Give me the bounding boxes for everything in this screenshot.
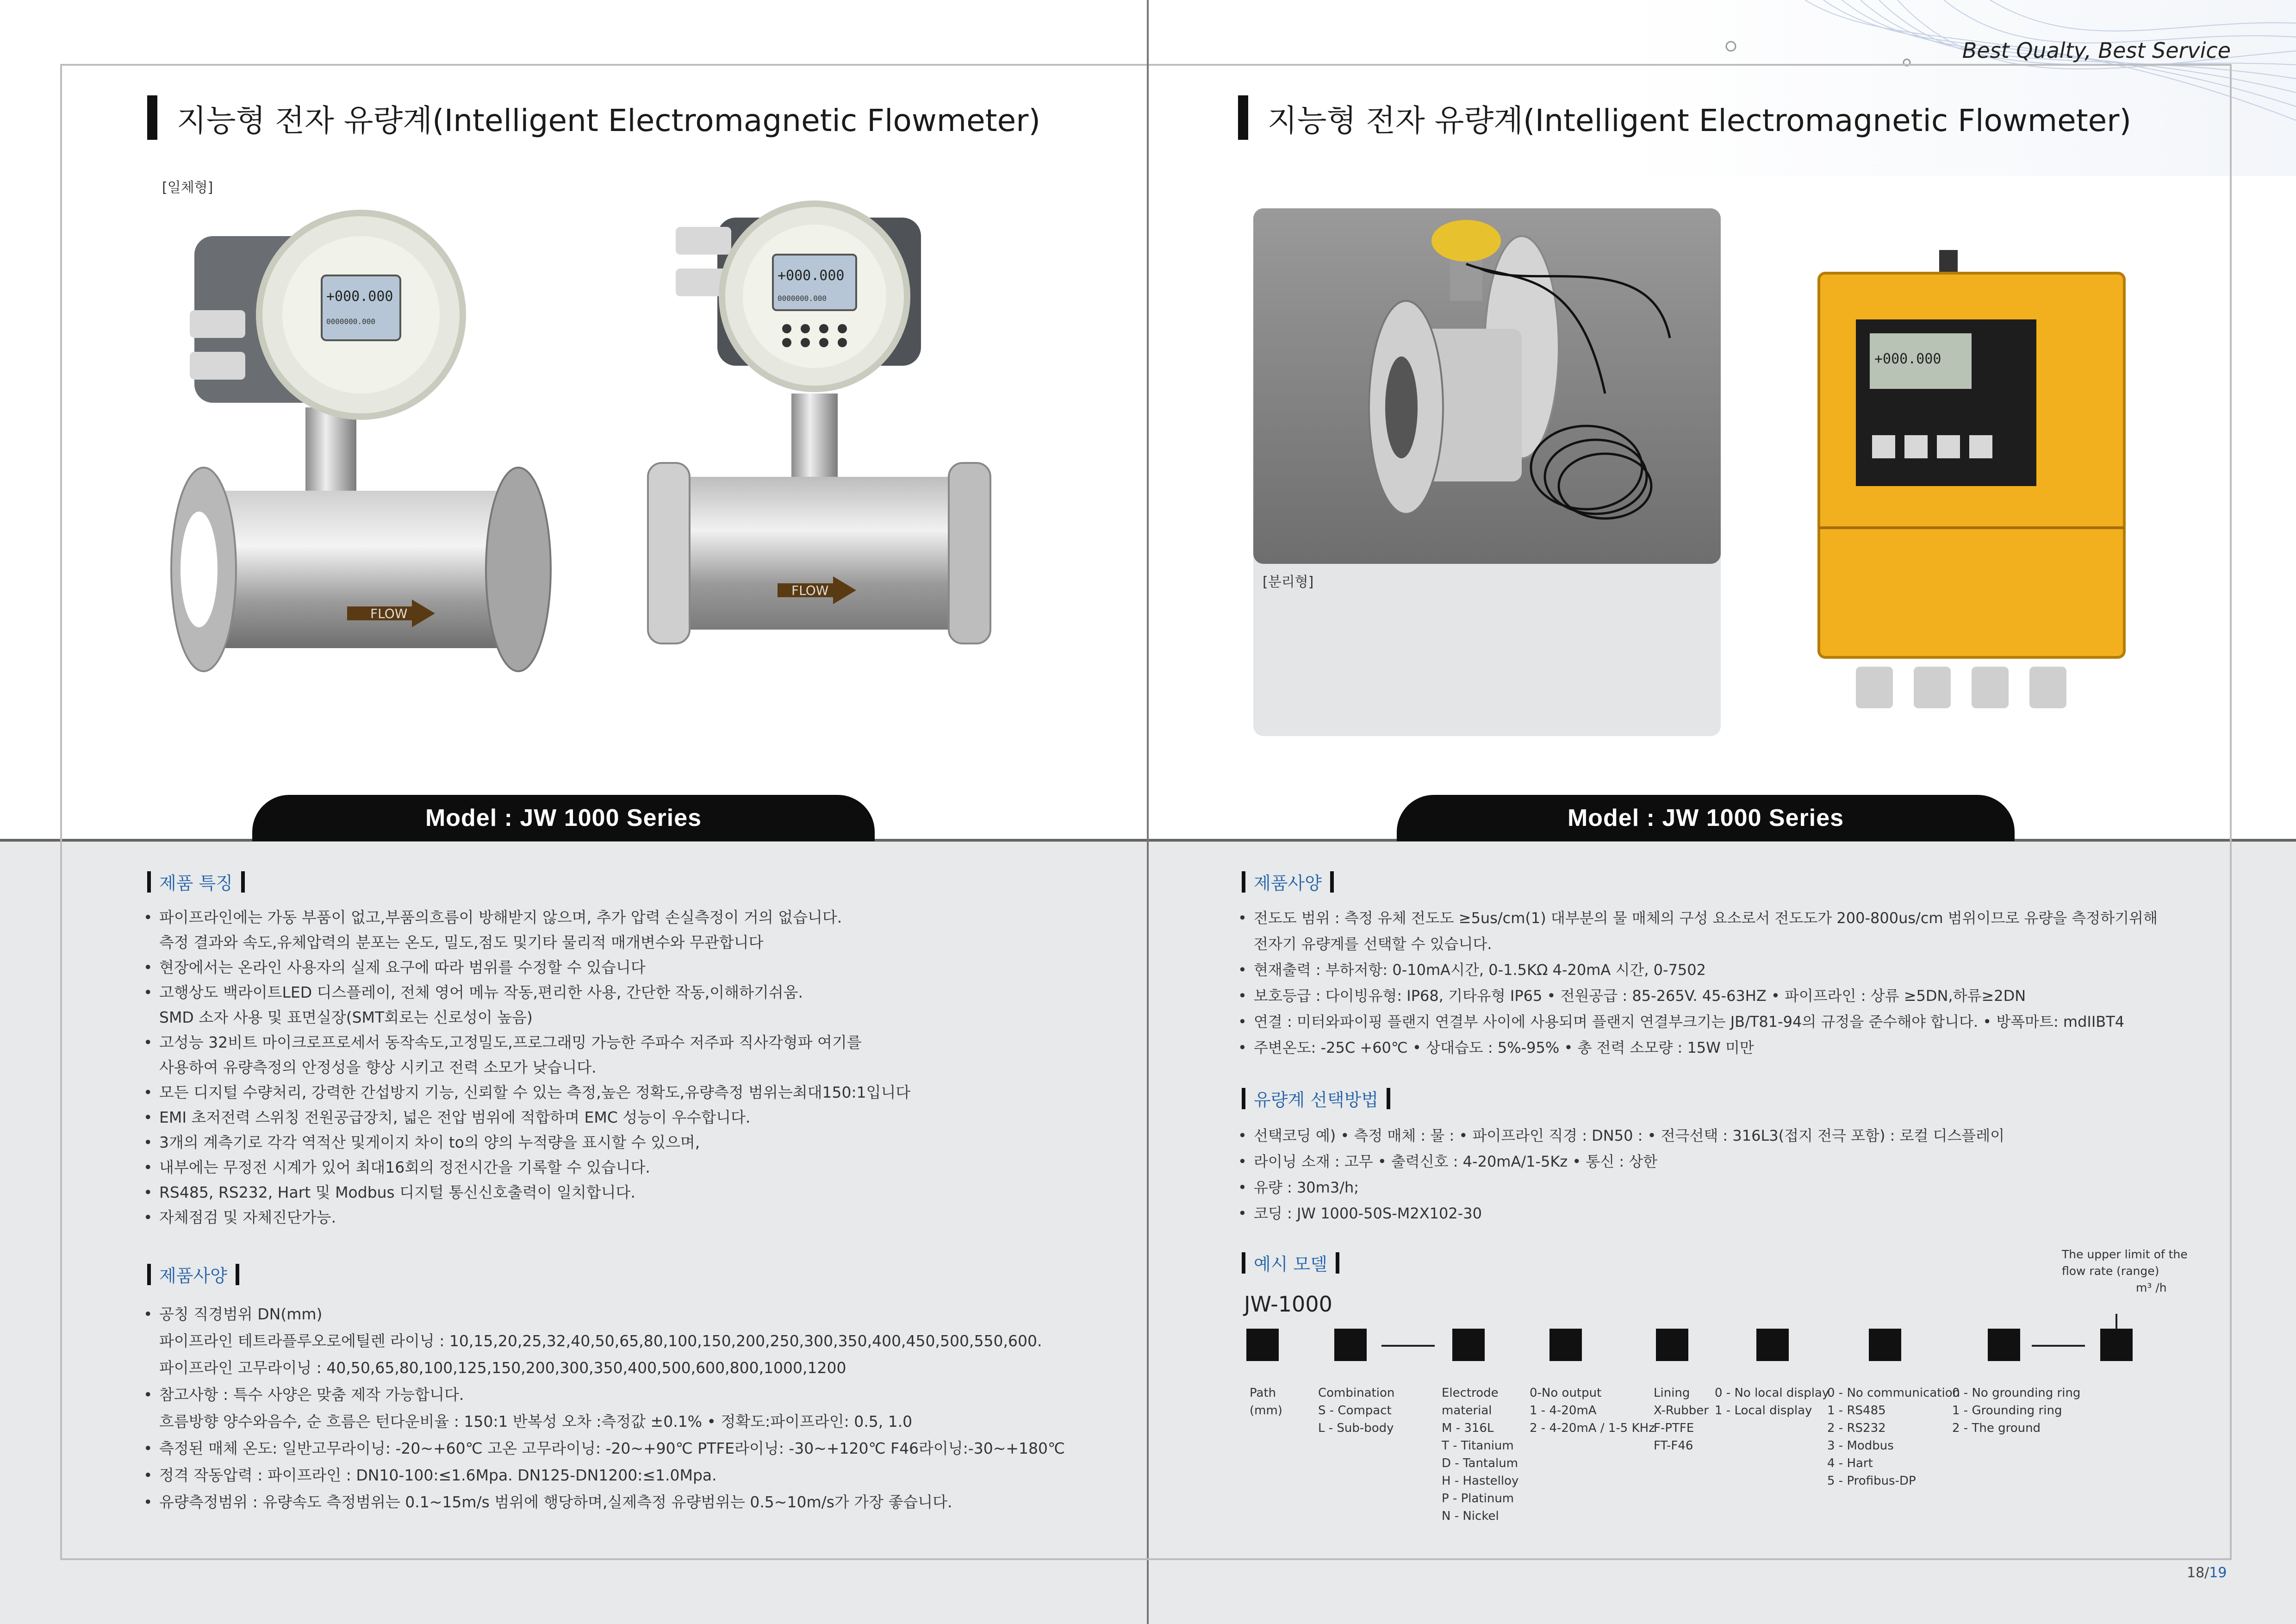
list-item: 파이프라인 테트라플루오로에틸렌 라이닝 : 10,15,20,25,32,40,50,65,80,100,150,200,250,300,350,400,450,500,550,600.: [159, 1332, 1042, 1350]
list-item: • 유량측정범위 : 유량속도 측정범위는 0.1~15m/s 범위에 행당하며,실제측정 유량범위는 0.5~10m/s가 가장 좋습니다.: [143, 1493, 952, 1511]
code-box-electrode: [1452, 1329, 1485, 1361]
list-item: • 파이프라인에는 가동 부품이 없고,부품의흐름이 방해받지 않으며, 추가 압력 손실측정이 거의 없습니다.: [143, 908, 842, 926]
list-item: • 자체점검 및 자체진단가능.: [143, 1208, 336, 1226]
left-page-title: [147, 95, 1040, 140]
left-specs-list: [143, 1301, 1134, 1516]
list-item: • EMI 초저전력 스위칭 전원공급장치, 넓은 전압 범위에 적합하며 EMC 성능이 우수합니다.: [143, 1108, 751, 1126]
features-list: [143, 905, 1134, 1230]
code-column-lining: Lining X-Rubber F-PTFE FT-F46: [1654, 1386, 1709, 1453]
title-bar: [147, 95, 157, 140]
code-box-path: [1246, 1329, 1279, 1361]
code-column-communication: 0 - No communication 1 - RS485 2 - RS232 3 - Modbus 4 - Hart 5 - Profibus-DP: [1827, 1386, 1960, 1488]
code-column-path: Path (mm): [1250, 1386, 1282, 1418]
page-fold: [1147, 0, 1149, 1624]
list-item: • 현장에서는 온라인 사용자의 실제 요구에 따라 범위를 수정할 수 있습니다: [143, 958, 646, 976]
code-box-upper-limit: [2100, 1329, 2133, 1361]
list-item: • 유량 : 30m3/h;: [1238, 1179, 1359, 1196]
list-item: • 고성능 32비트 마이크로프로세서 동작속도,고정밀도,프로그래밍 가능한 주파수 저주파 직사각형파 여기를: [143, 1033, 862, 1051]
code-dash: [1381, 1345, 1435, 1347]
integrated-flowmeter-image-1: [153, 176, 569, 745]
list-item: 파이프라인 고무라이닝 : 40,50,65,80,100,125,150,200,300,350,400,500,600,800,1000,1200: [159, 1359, 846, 1377]
list-item: • 코딩 : JW 1000-50S-M2X102-30: [1238, 1205, 1482, 1222]
upper-limit-note: The upper limit of the flow rate (range) m³ /h: [2062, 1248, 2188, 1294]
bottom-frame-rule: [60, 1558, 2232, 1560]
list-item: 전자기 유량계를 선택할 수 있습니다.: [1254, 935, 1492, 953]
integrated-flowmeter-image-2: [639, 176, 1000, 745]
top-rule: [60, 64, 2231, 66]
list-item: • 연결 : 미터와파이핑 플랜지 연결부 사이에 사용되며 플랜지 연결부크기는 JB/T81-94의 규정을 준수해야 합니다. • 방폭마트: mdIIBT4: [1238, 1013, 2125, 1031]
right-model-tab: Model : JW 1000 Series: [1397, 795, 2015, 841]
list-item: • 공칭 직경범위 DN(mm): [143, 1305, 323, 1323]
left-specs-heading: 제품사양: [139, 1262, 248, 1287]
right-title-text: 지능형 전자 유량계(Intelligent Electromagnetic Flowmeter): [1268, 102, 2132, 138]
code-box-combination: [1334, 1329, 1367, 1361]
code-column-output: 0-No output 1 - 4-20mA 2 - 4-20mA / 1-5 KHz: [1530, 1386, 1655, 1435]
left-title-text: 지능형 전자 유량계(Intelligent Electromagnetic Flowmeter): [177, 102, 1041, 138]
code-column-electrode: Electrode material M - 316L T - Titanium D - Tantalum H - Hastelloy P - Platinum N - Nickel: [1442, 1386, 1519, 1523]
left-frame-rule: [60, 64, 62, 1559]
example-heading: 예시 모델: [1233, 1250, 1348, 1275]
list-item: • 고행상도 백라이트LED 디스플레이, 전체 영어 메뉴 작동,편리한 사용, 간단한 작동,이해하기쉬움.: [143, 983, 803, 1001]
list-item: • 측정된 매체 온도: 일반고무라이닝: -20~+60℃ 고온 고무라이닝: -20~+90℃ PTFE라이닝: -30~+120℃ F46라이닝:-30~+180℃: [143, 1439, 1065, 1457]
code-column-combination: Combination S - Compact L - Sub-body: [1318, 1386, 1395, 1435]
code-box-communication: [1869, 1329, 1901, 1361]
separate-flowmeter-photo: [1253, 208, 1721, 564]
code-column-display: 0 - No local display 1 - Local display: [1715, 1386, 1829, 1418]
list-item: • 3개의 계측기로 각각 역적산 및게이지 차이 to의 양의 누적량을 표시할 수 있으며,: [143, 1133, 700, 1151]
separate-type-label: [분리형]: [1263, 574, 1314, 590]
code-box-display: [1756, 1329, 1789, 1361]
converter-display: +000.000: [1874, 351, 1941, 367]
list-item: • 현재출력 : 부하저항: 0-10mA시간, 0-1.5KΩ 4-20mA 시간, 0-7502: [1238, 961, 1706, 979]
list-item: 사용하여 유량측정의 안정성을 향상 시키고 전력 소모가 낮습니다.: [159, 1058, 597, 1076]
list-item: 측정 결과와 속도,유체압력의 분포는 온도, 밀도,점도 및기타 물리적 매개변수와 무관합니다: [159, 933, 764, 951]
list-item: • RS485, RS232, Hart 및 Modbus 디지털 통신신호출력이 일치합니다.: [143, 1183, 635, 1201]
right-specs-heading: 제품사양: [1233, 869, 1342, 894]
right-frame-rule: [2230, 64, 2232, 1559]
list-item: • 내부에는 무정전 시계가 있어 최대16회의 정전시간을 기록할 수 있습니다.: [143, 1158, 650, 1176]
code-prefix: JW-1000: [1244, 1292, 1332, 1317]
upper-limit-leader: [2116, 1314, 2117, 1330]
right-page-title: [1238, 95, 2131, 140]
right-specs-list: [1238, 905, 2224, 1061]
list-item: • 선택코딩 예) • 측정 매체 : 물 : • 파이프라인 직경 : DN50 : • 전극선택 : 316L3(접지 전극 포함) : 로컬 디스플레이: [1238, 1127, 2005, 1144]
selection-list: [1238, 1123, 2224, 1226]
tagline: Best Qualty, Best Service: [1962, 38, 2231, 63]
code-dash: [2032, 1345, 2085, 1347]
meter-sub-2: 0000000.000: [778, 294, 827, 303]
remote-converter-image: [1805, 241, 2138, 718]
meter-sub-1: 0000000.000: [326, 317, 375, 326]
flow-label-2: FLOW: [791, 583, 829, 598]
meter-display-1: +000.000: [326, 288, 393, 305]
code-box-lining: [1656, 1329, 1688, 1361]
flow-label-1: FLOW: [370, 606, 408, 621]
page-number: 18/19: [2187, 1565, 2227, 1581]
features-heading: 제품 특징: [139, 869, 253, 894]
list-item: • 전도도 범위 : 측정 유체 전도도 ≥5us/cm(1) 대부분의 물 매체의 구성 요소로서 전도도가 200-800us/cm 범위이므로 유량을 측정하기위해: [1238, 909, 2158, 927]
list-item: • 주변온도: -25C +60℃ • 상대습도 : 5%-95% • 총 전력 소모량 : 15W 미만: [1238, 1039, 1754, 1056]
list-item: • 정격 작동압력 : 파이프라인 : DN10-100:≤1.6Mpa. DN125-DN1200:≤1.0Mpa.: [143, 1466, 717, 1484]
meter-display-2: +000.000: [778, 268, 845, 284]
list-item: • 보호등급 : 다이빙유형: IP68, 기타유형 IP65 • 전원공급 : 85-265V. 45-63HZ • 파이프라인 : 상류 ≥5DN,하류≥2DN: [1238, 987, 2026, 1005]
integrated-type-label: [일체형]: [162, 180, 213, 196]
list-item: • 참고사항 : 특수 사양은 맞춤 제작 가능합니다.: [143, 1386, 464, 1404]
list-item: • 모든 디지털 수량처리, 강력한 간섭방지 기능, 신뢰할 수 있는 측정,높은 정확도,유량측정 범위는최대150:1입니다: [143, 1083, 911, 1101]
decorative-wave-graphic: [1620, 0, 2296, 176]
title-bar: [1238, 95, 1248, 140]
code-box-output: [1549, 1329, 1582, 1361]
list-item: • 라이닝 소재 : 고무 • 출력신호 : 4-20mA/1-5Kz • 통신 : 상한: [1238, 1153, 1658, 1170]
left-model-tab: Model : JW 1000 Series: [252, 795, 875, 841]
code-column-grounding: 0 - No grounding ring 1 - Grounding ring 2 - The ground: [1952, 1386, 2081, 1435]
code-box-grounding: [1988, 1329, 2020, 1361]
list-item: 흐름방향 양수와음수, 순 흐름은 턴다운비율 : 150:1 반복성 오차 :측정값 ±0.1% • 정확도:파이프라인: 0.5, 1.0: [159, 1412, 913, 1430]
list-item: SMD 소자 사용 및 표면실장(SMT회로는 신로성이 높음): [159, 1008, 533, 1026]
selection-heading: 유량계 선택방법: [1233, 1086, 1399, 1111]
